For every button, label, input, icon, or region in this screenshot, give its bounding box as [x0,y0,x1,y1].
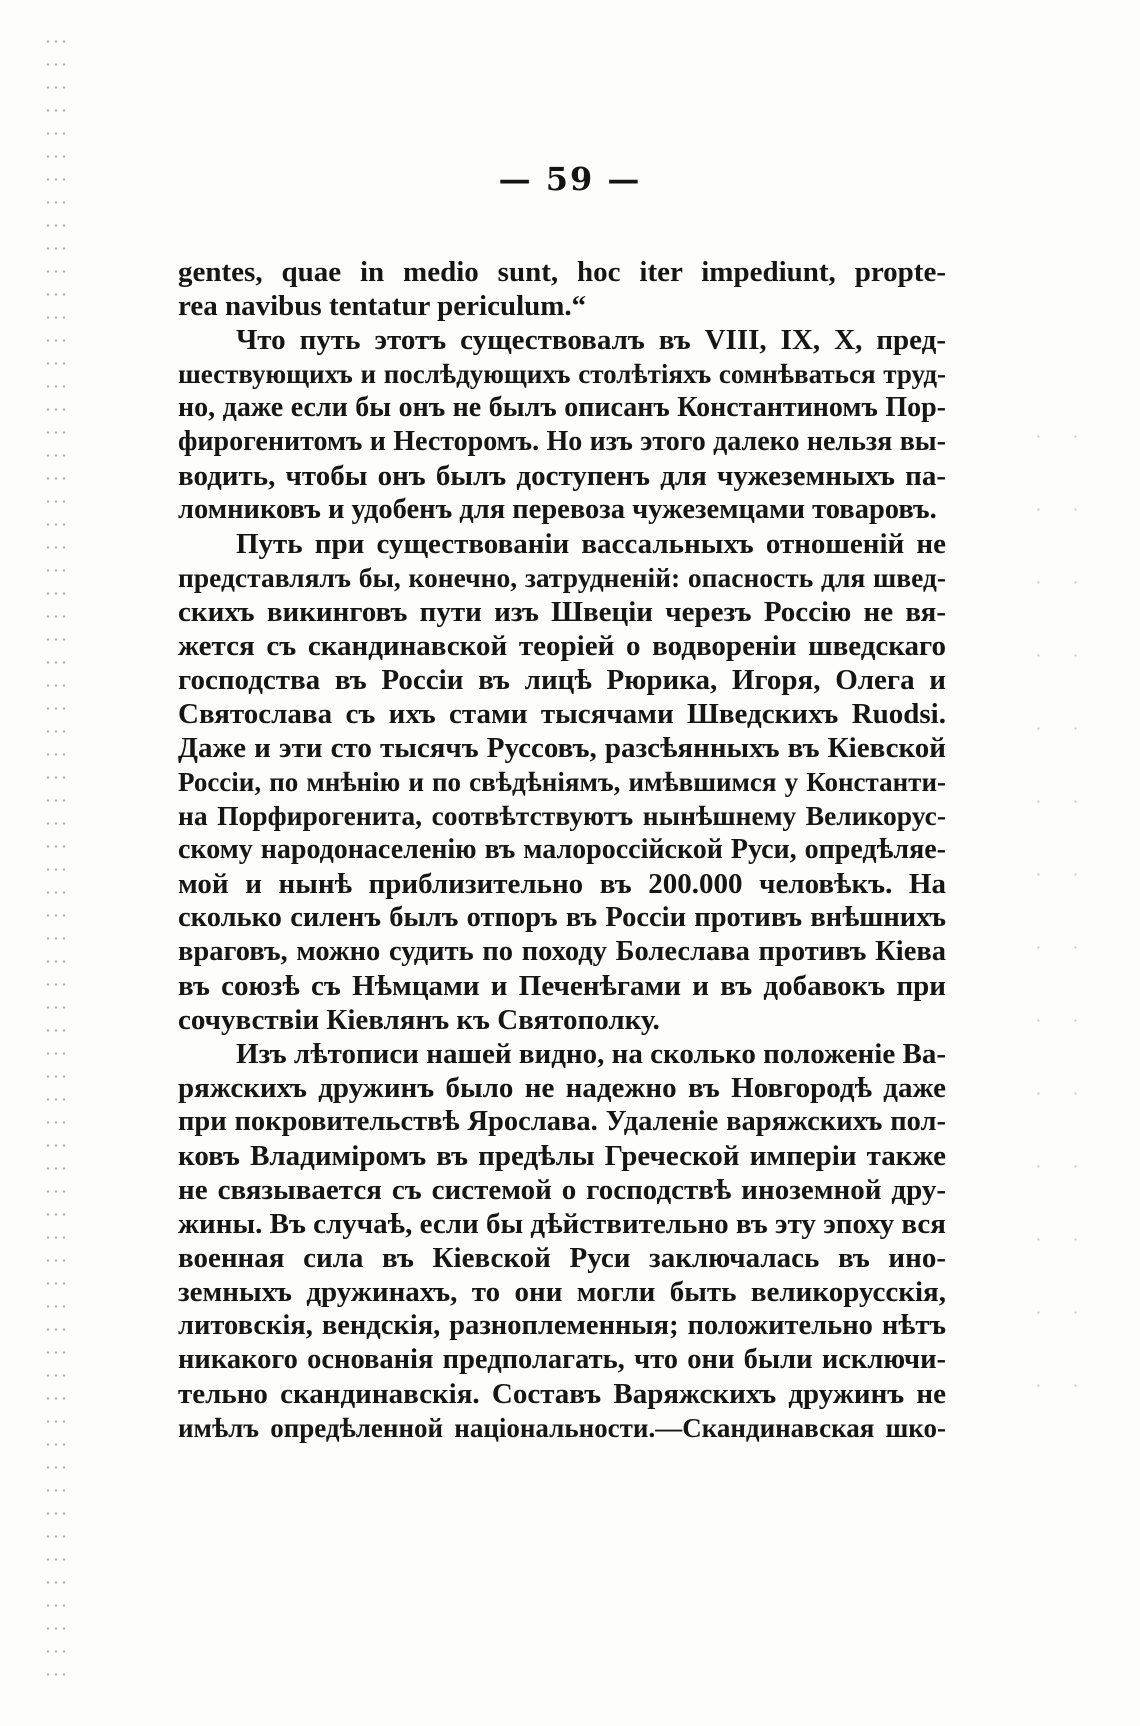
text-line: Путь при существованіи вассальныхъ отношеній не [236,528,946,560]
text-line: сочувствіи Кіевлянъ къ Святополку. [178,1004,660,1036]
text-line: на Порфирогенита, соотвѣтствуютъ нынѣшнему Великорус- [178,800,946,831]
text-line: враговъ, можно судить по походу Болеслава противъ Кіева [178,936,946,967]
text-line: сколько силенъ былъ отпоръ въ Россіи противъ внѣшнихъ [178,902,946,933]
body-text [178,255,946,1445]
text-line: скому народонаселенію въ малороссійской Руси, опредѣляе- [178,834,946,865]
text-line: шествующихъ и послѣдующихъ столѣтіяхъ сомнѣваться труд- [178,359,946,389]
text-line: ряжскихъ дружинъ было не надежно въ Новгородѣ даже [178,1072,946,1104]
scan-margin-noise [1020,400,1100,1450]
text-line: мой и нынѣ приблизительно въ 200.000 человѣкъ. На [178,868,946,900]
text-line: никакого основанія предполагать, что они были исключи- [178,1344,946,1375]
text-line: не связывается съ системой о господствѣ иноземной дру- [178,1174,946,1206]
text-line: литовскія, вендскія, разноплеменныя; положительно нѣтъ [178,1310,946,1341]
text-line: Изъ лѣтописи нашей видно, на сколько положеніе Ва- [236,1038,946,1070]
text-line: тельно скандинавскія. Составъ Варяжскихъ дружинъ не [178,1378,946,1410]
text-line: господства въ Россіи въ лицѣ Рюрика, Игоря, Олега и [178,664,946,696]
text-line: военная сила въ Кіевской Руси заключалась въ ино- [178,1242,946,1274]
text-line: ковъ Владиміромъ въ предѣлы Греческой имперіи также [178,1140,946,1172]
text-line: фирогенитомъ и Несторомъ. Но изъ этого далеко нельзя вы- [178,426,946,457]
text-line: Россіи, по мнѣнію и по свѣдѣніямъ, имѣвшимся у Константи- [178,767,946,797]
text-line: rea navibus tentatur periculum.“ [178,290,587,322]
page-number: — 59 — [498,160,642,198]
scan-edge-noise [44,30,70,1690]
text-line: жется съ скандинавской теоріей о водвореніи шведскаго [178,630,946,662]
text-line: gentes, quae in medio sunt, hoc iter impediunt, propte- [178,256,946,288]
text-line: при покровительствѣ Ярослава. Удаленіе варяжскихъ пол- [178,1106,946,1137]
text-line: въ союзѣ съ Нѣмцами и Печенѣгами и въ добавокъ при [178,970,946,1002]
text-line: Святослава съ ихъ стами тысячами Шведскихъ Ruodsi. [178,698,946,730]
text-line: земныхъ дружинахъ, то они могли быть великорусскія, [178,1276,946,1308]
text-line: представлялъ бы, конечно, затрудненій: опасность для швед- [178,562,946,593]
text-line: Что путь этотъ существовалъ въ VIII, IX, X, пред- [236,324,946,356]
text-line: ломниковъ и удобенъ для перевоза чужеземцами товаровъ. [178,494,937,525]
text-line: имѣлъ опредѣленной національности.—Скандинавская шко- [178,1413,946,1443]
text-line: жины. Въ случаѣ, если бы дѣйствительно въ эту эпоху вся [178,1208,946,1240]
text-line: водить, чтобы онъ былъ доступенъ для чужеземныхъ па- [178,460,946,492]
text-line: но, даже если бы онъ не былъ описанъ Константиномъ Пор- [178,392,946,423]
text-line: Даже и эти сто тысячъ Руссовъ, разсѣянныхъ въ Кіевской [178,732,946,764]
text-line: скихъ викинговъ пути изъ Швеціи черезъ Россію не вя- [178,596,946,628]
